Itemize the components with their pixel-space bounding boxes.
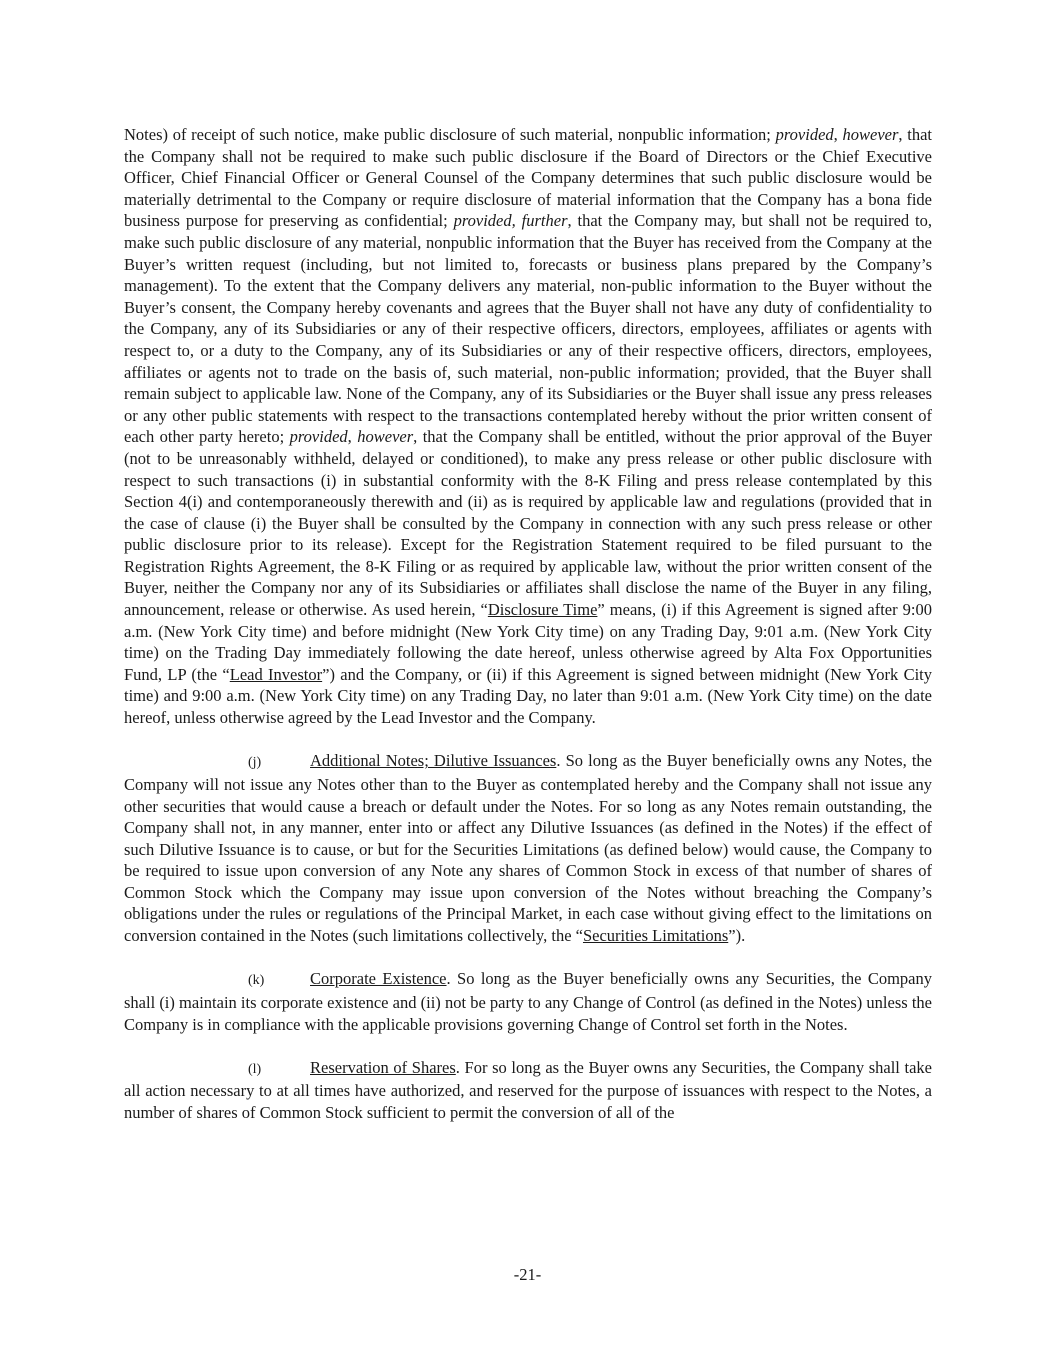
paragraph-j [124,750,932,946]
text-span: , [347,427,358,447]
text-span: . So long as the Buyer beneficially owns any Notes, the Company will not issue any Notes other than to the Buyer as contemplated hereby and the Company shall not issue any other securities that would cause a breach or default under the Notes. For so long as any Notes remain outstanding, the Company shall not, in any manner, enter into or affect any Dilutive Issuances (as defined in the Notes) if the effect of such Dilutive Issuance is to cause, or but for the Securities Limitations (as defined below) would cause, the Company to be required to issue upon conversion of any Note any shares of Common Stock in excess of that number of shares of Common Stock which the Company may issue upon conversion of the Notes without breaching the Company’s obligations under the rules or regulations of the Principal Market, in each case without giving effect to the limitations on conversion contained in the Notes (such limitations collectively, the “ [124,751,932,946]
text-span: , that the Company shall be entitled, without the prior approval of the Buyer (not to be unreasonably withheld, delayed or conditioned), to make any press release or other public disclosure with respect to such transactions (i) in substantial conformity with the 8-K Filing and press release contemplated by this Section 4(i) and contemporaneously therewith and (ii) as is required by applicable law and regulations (provided that in the case of clause (i) the Buyer shall be consulted by the Company in connection with any such press release or other public disclosure prior to its release). Except for the Registration Statement required to be filed pursuant to the Registration Rights Agreement, the 8-K Filing or as required by applicable law, without the prior written consent of the Buyer, neither the Company nor any of its Subsidiaries or affiliates shall disclose the name of the Buyer in any filing, announcement, release or otherwise. As used herein, “ [124,427,933,620]
italic-term: however [357,427,414,447]
text-span: Notes) of receipt of such notice, make public disclosure of such material, nonpublic information; [124,125,776,144]
section-marker-j: (j) [248,755,262,771]
paragraph-l [124,1057,932,1124]
section-heading-k: Corporate Existence [310,969,447,989]
document-body [124,124,932,1145]
section-marker-l: (l) [248,1061,262,1077]
text-span: . For so long as the Buyer owns any Securities, the Company shall take all action necessary to at all times have authorized, and reserved for the purpose of issuances with respect to the Notes, a number of shares of Common Stock sufficient to permit the conversion of all of the [124,1057,933,1122]
text-span: , that the Company shall not be required to make such public disclosure if the Board of Directors or the Chief Executive Officer, Chief Financial Officer or General Counsel of the Company determines that such public disclosure would be materially detrimental to the Company or require disclosure of material information that the Company has a bona fide business purpose for preserving as confidential; [124,125,932,231]
text-span: ”). [728,926,746,946]
text-span: , that the Company may, but shall not be required to, make such public disclosure of any material, nonpublic information that the Buyer has received from the Company at the Buyer’s written request (including, but not limited to, forecasts or business plans prepared by the Company’s management). To the extent that the Company delivers any material, non-public information to the Buyer without the Buyer’s consent, the Company hereby covenants and agrees that the Buyer shall not have any duty of confidentiality to the Company, any of its Subsidiaries or any of their respective officers, directors, employees, affiliates or agents with respect to, or a duty to the Company, any of its Subsidiaries or any of their respective officers, directors, employees, affiliates or agents not to trade on the basis of, such material, non-public information; provided, that the Buyer shall remain subject to applicable law. None of the Company, any of its Subsidiaries or the Buyer shall issue any press releases or any other public statements with respect to the transactions contemplated hereby without the prior written consent of each other party hereto; [124,211,933,447]
italic-term: provided [775,125,834,144]
italic-term: provided [289,427,348,447]
text-span: . So long as the Buyer beneficially owns any Securities, the Company shall (i) maintain its corporate existence and (ii) not be party to any Change of Control (as defined in the Notes) unless the Company is in compliance with the applicable provisions governing Change of Control set forth in the Notes. [124,969,932,1034]
page-number: -21- [513,1265,542,1284]
section-heading-l: Reservation of Shares [310,1057,456,1077]
section-marker-k: (k) [248,973,265,989]
defined-term-lead-investor: Lead Investor [229,664,323,684]
text-span: , [833,125,843,144]
paragraph-disclosure [124,124,932,729]
section-heading-j: Additional Notes; Dilutive Issuances [310,751,557,771]
paragraph-k [124,968,932,1035]
italic-term: provided, further [453,211,568,231]
defined-term-disclosure-time: Disclosure Time [487,600,598,620]
text-span: ” means, (i) if this Agreement is signed after 9:00 a.m. (New York City time) and before midnight (New York City time) on any Trading Day, 9:01 a.m. (New York City time) on the Trading Day immediately following the date hereof, unless otherwise agreed by Alta Fox Opportunities Fund, LP (the “ [124,600,932,684]
italic-term: however [842,125,899,144]
defined-term-securities-limitations: Securities Limitations [582,926,729,946]
text-span: ”) and the Company, or (ii) if this Agreement is signed between midnight (New York City time) and 9:00 a.m. (New York City time) on any Trading Day, no later than 9:01 a.m. (New York City time) on the date hereof, unless otherwise agreed by the Lead Investor and the Company. [124,664,933,728]
